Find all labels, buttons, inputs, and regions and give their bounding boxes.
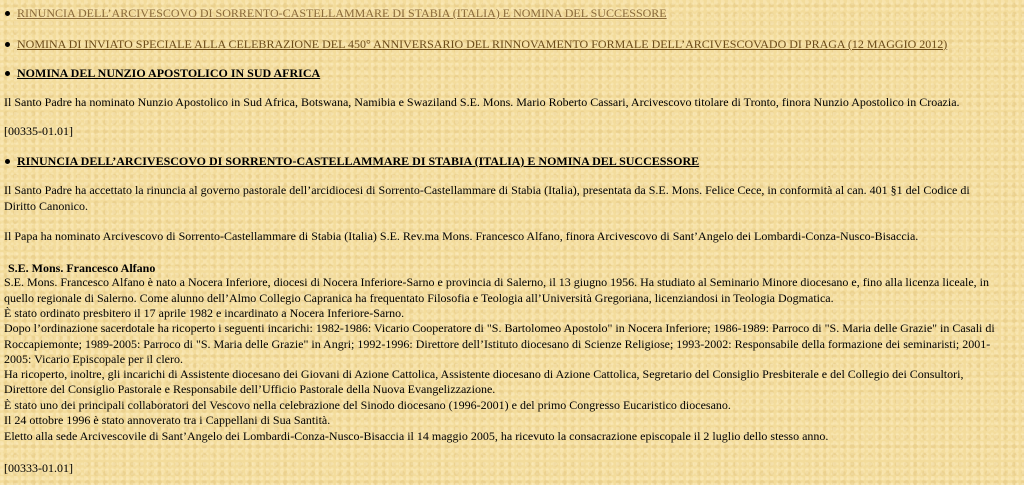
bio-line: Dopo l’ordinazione sacerdotale ha ricoperto i seguenti incarichi: 1982-1986: Vicario Cooperatore di "S. Bartolomeo Apostolo" in Nocera Inferiore; 1986-1989: Parroco di "S. Maria delle Grazie" in Casali di [4, 321, 995, 335]
bio-line: Il 24 ottobre 1996 è stato annoverato tra i Cappellani di Sua Santità. [4, 413, 331, 427]
bio-line: quello regionale di Salerno. Come alunno dell’Almo Collegio Capranica ha frequentato Filosofia e Teologia all’Università Gregoriana, licenziandosi in Teologia Dogmatica. [4, 291, 834, 305]
section-heading-text: RINUNCIA DELL’ARCIVESCOVO DI SORRENTO-CASTELLAMMARE DI STABIA (ITALIA) E NOMINA DEL SUCCESSORE [17, 154, 700, 168]
bullet-icon [5, 42, 10, 47]
bio-title: S.E. Mons. Francesco Alfano [8, 261, 156, 275]
paragraph: Il Santo Padre ha nominato Nunzio Apostolico in Sud Africa, Botswana, Namibia e Swaziland S.E. Mons. Mario Roberto Cassari, Arcivescovo titolare di Tronto, finora Nunzio Apostolico in Croazia. [4, 95, 960, 109]
bio-line: S.E. Mons. Francesco Alfano è nato a Nocera Inferiore, diocesi di Nocera Inferiore-Sarno e provincia di Salerno, il 13 giugno 1956. Ha studiato al Seminario Minore diocesano e, fino alla licenza liceale, in [4, 275, 990, 289]
section-heading-rinuncia [4, 154, 699, 169]
toc-item [4, 6, 667, 21]
paragraph: Il Papa ha nominato Arcivescovo di Sorrento-Castellammare di Stabia (Italia) S.E. Rev.ma Mons. Francesco Alfano, finora Arcivescovo di Sant’Angelo dei Lombardi-Conza-Nusco-Bisaccia. [4, 229, 919, 243]
toc-item [4, 37, 947, 52]
bio-line: È stato ordinato presbitero il 17 aprile 1982 e incardinato a Nocera Inferiore-Sarno. [4, 306, 405, 320]
paragraph-line: Diritto Canonico. [4, 199, 88, 213]
reference-code: [00335-01.01] [4, 124, 73, 138]
section-heading-nunzio [4, 66, 320, 81]
section-heading-text: NOMINA DEL NUNZIO APOSTOLICO IN SUD AFRICA [17, 66, 321, 80]
paragraph-line: Il Santo Padre ha accettato la rinuncia al governo pastorale dell’arcidiocesi di Sorrento-Castellammare di Stabia (Italia), presentata da S.E. Mons. Felice Cece, in conformità al can. 401 §1 del Codice di [4, 183, 970, 197]
bio-line: Direttore del Consiglio Pastorale e Responsabile dell’Ufficio Pastorale della Nuova Evangelizzazione. [4, 382, 496, 396]
bio-line: Ha ricoperto, inoltre, gli incarichi di Assistente diocesano dei Giovani di Azione Cattolica, Assistente diocesano di Azione Cattolica, Segretario del Consiglio Presbiterale e del Collegio dei Consultori, [4, 367, 964, 381]
toc-link-inviato-speciale[interactable]: NOMINA DI INVIATO SPECIALE ALLA CELEBRAZIONE DEL 450° ANNIVERSARIO DEL RINNOVAMENTO FORMALE DELL’ARCIVESCOVADO DI PRAGA (12 MAGGIO 2012) [17, 37, 948, 51]
bio-line: 2005: Vicario Episcopale per il clero. [4, 352, 183, 366]
bio-line: Roccapiemonte; 1989-2005: Parroco di "S. Maria delle Grazie" in Angri; 1992-1996: Direttore dell’Istituto diocesano di Scienze Religiose; 1993-2002: Responsabile della formazione dei seminaristi; 2001- [4, 337, 991, 351]
bullet-icon [5, 71, 10, 76]
bullet-icon [5, 11, 10, 16]
bio-line: Eletto alla sede Arcivescovile di Sant’Angelo dei Lombardi-Conza-Nusco-Bisaccia il 14 maggio 2005, ha ricevuto la consacrazione episcopale il 2 luglio dello stesso anno. [4, 429, 829, 443]
bio-line: È stato uno dei principali collaboratori del Vescovo nella celebrazione del Sinodo diocesano (1996-2001) e del primo Congresso Eucaristico diocesano. [4, 398, 731, 412]
bullet-icon [5, 159, 10, 164]
reference-code: [00333-01.01] [4, 461, 73, 475]
toc-link-rinuncia[interactable]: RINUNCIA DELL’ARCIVESCOVO DI SORRENTO-CASTELLAMMARE DI STABIA (ITALIA) E NOMINA DEL SUCCESSORE [17, 6, 667, 20]
